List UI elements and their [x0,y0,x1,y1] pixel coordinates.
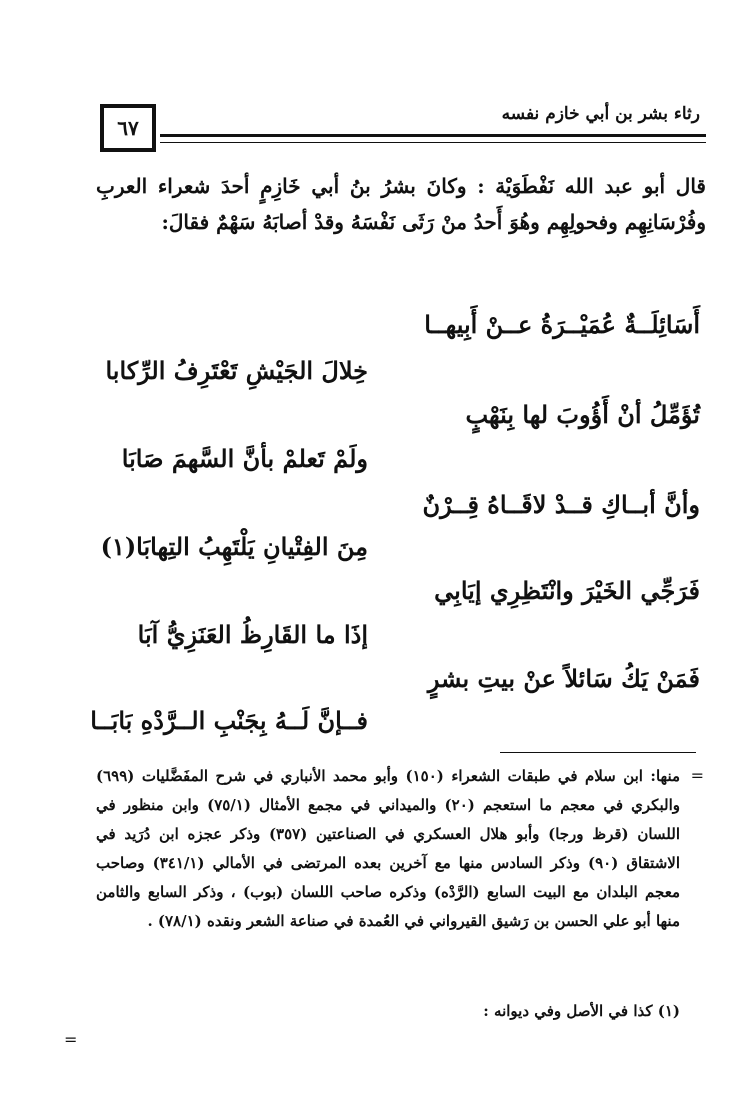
continuation-marker-top: = [690,766,704,785]
intro-paragraph: قال أبو عبد الله نَفْطَوَيْة : وكانَ بشرُ بنُ أبي خَازِمٍ أحدَ شعراء العربِ وفُرْسَانِهِم وفحولِهِم وهُوَ أَحدُ منْ رَثَى نَفْسَهُ وقدْ أصابَهُ سَهْمٌ فقالَ: [96,174,706,234]
page-number [100,104,156,152]
verse-3-first-hemistich: وأنَّ أبــاكِ قــدْ لاقَــاهُ قِــرْنٌ [422,490,700,519]
footnote-1: (١) كذا في الأصل وفي ديوانه : [483,1002,680,1020]
verse-5-second-hemistich: فــإنَّ لَــهُ بِجَنْبِ الــرَّدْهِ بَابَــا [90,706,368,735]
verse-3-second-hemistich: مِنَ الفِتْيانِ يَلْتَهِبُ التِهابَا(١) [100,532,368,561]
verse-5-first-hemistich: فَمَنْ يَكُ سَائلاً عنْ بيتِ بشرٍ [427,664,700,693]
footnote-continuation: منها: ابن سلام في طبقات الشعراء (١٥٠) وأبو محمد الأنباري في شرح المفَضَّليات (٦٩٩) والبكري في معجم ما استعجم (٢٠) والميداني في مجمع الأمثال (٧٥/١) وابن منظور في اللسان (قرظ ورجا) وأبو هلال العسكري في الصناعتين (٣٥٧) وذكر عجزه ابن دُرَيد في الاشتقاق (٩٠) وذكر السادس منها مع آخرين بعده المرتضى في الأمالي (٣٤١/١) وصاحب معجم البلدان مع البيت السابع (الرَّدْه) وذكره صاحب اللسان (بوب) ، وذكر السابع والثامن منها أبو علي الحسن بن رَشيق القيرواني في العُمدة في صناعة الشعر ونقده (٧٨/١) . [96,767,681,930]
verse-1-first-hemistich: أَسَائِلَــةٌ عُمَيْــرَةُ عــنْ أَبِيهــا [424,310,700,339]
header-rule [160,134,706,143]
verse-2-second-hemistich: ولَمْ تَعلمْ بأنَّ السَّهمَ صَابَا [121,444,368,473]
verse-4-first-hemistich: فَرَجِّي الخَيْرَ وانْتَظِرِي إيَابِي [434,576,700,605]
verse-2-first-hemistich: تُؤَمِّلُ أنْ أَؤُوبَ لها بِنَهْبٍ [465,400,700,429]
footnote-rule [500,752,696,753]
page-number-text: ٦٧ [117,116,139,140]
running-title: رثاء بشر بن أبي خازم نفسه [501,104,700,124]
verse-4-second-hemistich: إذَا ما القَارِظُ العَنَزِيُّ آبَا [137,620,368,649]
verse-1-second-hemistich: خِلالَ الجَيْشِ تَعْتَرِفُ الرِّكابا [105,356,368,385]
continuation-marker-bottom: = [64,1030,78,1049]
